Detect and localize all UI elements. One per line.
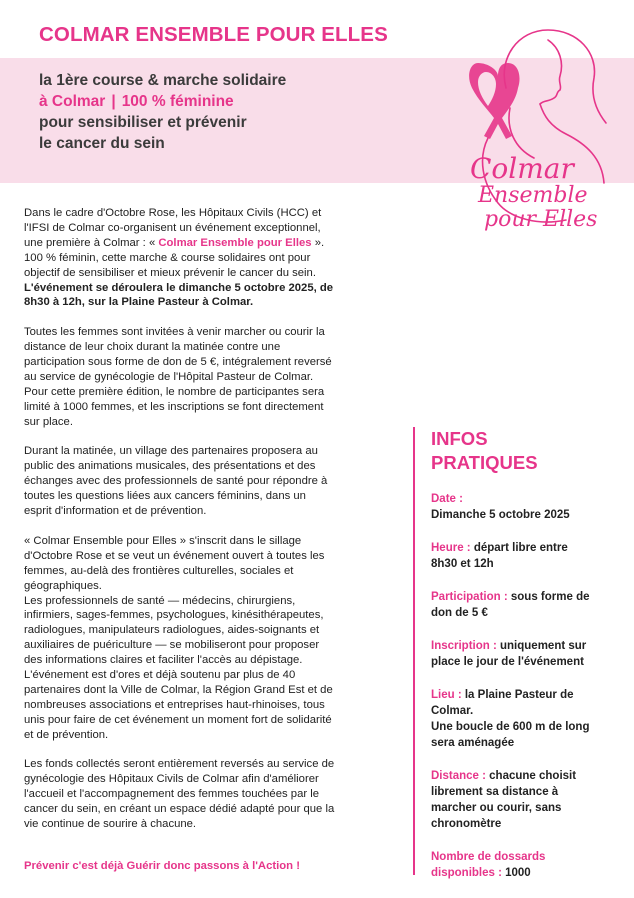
infos-title-line-2: PRATIQUES [431,452,538,473]
info-value: Une boucle de 600 m de long [431,721,590,733]
text-line: public des animations musicales, des présentations et des [24,460,316,473]
text-line: sur place. [24,415,73,428]
info-heure [431,540,621,572]
event-logo [448,18,618,233]
info-label: Lieu : [431,689,462,701]
text-line-bold: L'événement se déroulera le dimanche 5 octobre 2025, de [24,281,334,294]
info-value: la Plaine Pasteur de [461,689,574,701]
text-line: 100 % féminin, cette marche & course solidaires ont pour [24,251,311,264]
info-value: librement sa distance à [431,786,559,798]
info-value: place le jour de l'événement [431,656,584,668]
infos-list [431,491,621,898]
info-value: marcher ou courir, sans [431,802,562,814]
subtitle-feminine: 100 % féminine [121,93,234,110]
text-line: partenaires dont la Ville de Colmar, la Région Grand Est et de [24,683,333,696]
info-label: Heure : [431,542,471,554]
info-inscription [431,638,621,670]
info-distance [431,768,621,832]
info-dossards [431,849,621,881]
paragraph-funds [24,757,394,832]
subtitle-separator: | [111,93,116,110]
logo-word-pour-elles: pour Elles [484,207,598,232]
logo-word-colmar: Colmar [470,152,574,185]
subtitle-line-3: pour sensibiliser et prévenir [39,114,247,131]
text-line: Toutes les femmes sont invitées à venir marcher ou courir la [24,326,325,339]
text-line: Durant la matinée, un village des partenaires proposera au [24,445,318,458]
info-value: chacune choisit [485,770,577,782]
text-line: esprit d'information et de prévention. [24,505,207,518]
text-line: Dans le cadre d'Octobre Rose, les Hôpitaux Civils (HCC) et [24,207,322,219]
text-line: au service de gynécologie de l'Hôpital Pasteur de Colmar. [24,370,314,383]
text-line: unis pour faire de cet événement un moment fort de solidarité [24,713,332,726]
text-line: gynécologie des Hôpitaux Civils de Colmar afin d'améliorer [24,773,319,786]
text-line: et de prévention. [24,728,109,741]
text-line [24,236,394,251]
text-line: auxiliaires de puériculture — se mobiliseront pour proposer [24,639,320,652]
text-line: radiologues, manipulateurs radiologues, aides-soignants et [24,624,320,637]
info-date [431,491,621,523]
info-value: chronomètre [431,818,502,830]
slogan: Prévenir c'est déjà Guérir donc passons à l'Action ! [24,860,300,872]
info-value: Colmar. [431,705,474,717]
text-line: toutes les questions liées aux cancers féminins, dans un [24,490,306,503]
subtitle-line-2 [39,91,399,112]
info-value: 1000 [501,867,531,879]
text-line: L'événement est d'ores et déjà soutenu par plus de 40 [24,669,296,682]
info-label: Nombre de dossards [431,851,546,863]
info-value: sous forme de [507,591,590,603]
woman-face-outline [540,40,562,104]
text-line: Les fonds collectés seront entièrement reversés au service de [24,758,335,771]
info-label: Inscription : [431,640,497,652]
text-line: femmes, au-delà des frontières culturelles, sociales et [24,564,294,577]
info-label: disponibles : [431,867,502,879]
text-line: cancer du sein, en créant un espace dédié adapté pour que la [24,803,335,816]
subtitle-line-4: le cancer du sein [39,135,165,152]
infos-title-line-1: INFOS [431,428,488,449]
text-line: nombreuses associations et entreprises haut-rhinoises, tous [24,698,325,711]
info-participation [431,589,621,621]
ribbon-icon [469,63,519,139]
text-line: l'IFSI de Colmar co-organisent un événement exceptionnel, [24,221,321,234]
text-line: objectif de sensibiliser et mieux prévenir le cancer du sein. [24,266,316,279]
event-name-highlight: Colmar Ensemble pour Elles [158,236,312,249]
paragraph-partners [24,534,394,743]
subtitle-city: à Colmar [39,93,106,110]
text-line: géographiques. [24,579,102,592]
text-line: l'accueil et l'accompagnement des femmes touchées par le [24,788,320,801]
text-line: Pour cette première édition, le nombre de participantes sera [24,385,325,398]
text-line: vie continue de sourire à chacune. [24,818,197,831]
paragraph-intro [24,206,394,310]
info-label: Date : [431,493,463,505]
text-line: des informations claires et faciliter l'accès au dépistage. [24,654,303,667]
info-value: uniquement sur [496,640,587,652]
text-line: limité à 1000 femmes, et les inscriptions se font directement [24,400,324,413]
paragraph-participation [24,325,394,429]
info-value: départ libre entre [470,542,568,554]
subtitle-line-1: la 1ère course & marche solidaire [39,72,287,89]
info-value: don de 5 € [431,607,488,619]
text-fragment: une première à Colmar : « [24,236,159,249]
text-line: Les professionnels de santé — médecins, chirurgiens, [24,594,296,607]
info-value: Dimanche 5 octobre 2025 [431,509,570,521]
paragraph-village [24,444,394,519]
text-line: infirmiers, sages-femmes, psychologues, kinésithérapeutes, [24,609,324,622]
woman-back-outline [509,108,534,158]
page-title: COLMAR ENSEMBLE POUR ELLES [39,23,388,46]
info-value: sera aménagée [431,737,515,749]
infos-divider [413,427,415,875]
text-line: participation sous forme de don de 5 €, intégralement reversé [24,356,332,369]
text-line: échanges avec des professionnels de santé pour répondre à [24,475,328,488]
info-label: Distance : [431,770,486,782]
text-line-bold: 8h30 à 12h, sur la Plaine Pasteur à Colmar. [24,296,254,309]
logo-word-ensemble: Ensemble [478,183,588,208]
text-line: d'Octobre Rose et se veut un événement ouvert à toutes les [24,549,325,562]
text-fragment: ». [311,236,325,249]
infos-title [431,427,538,475]
info-value: 8h30 et 12h [431,558,494,570]
info-label: Participation : [431,591,508,603]
main-article [24,206,394,847]
subtitle [39,70,399,154]
info-lieu [431,687,621,751]
woman-hair-outline [504,30,606,123]
text-line: distance de leur choix durant la matinée contre une [24,341,281,354]
text-line: « Colmar Ensemble pour Elles » s'inscrit dans le sillage [24,534,302,547]
